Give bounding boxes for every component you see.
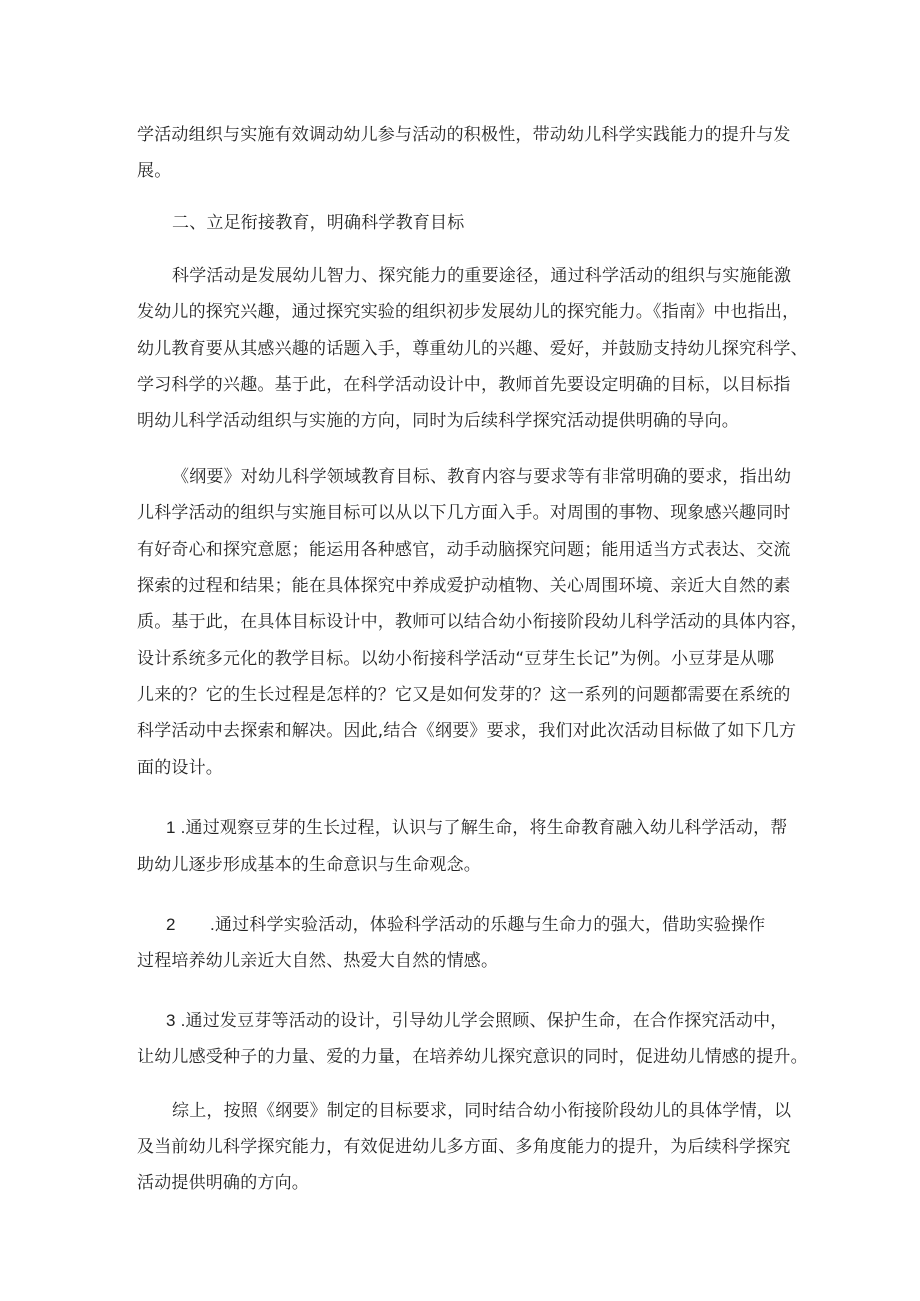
text-line: 儿科学活动的组织与实施目标可以从以下几方面入手。对周围的事物、现象感兴趣同时: [137, 503, 791, 523]
list-item-2: 2 .通过科学实验活动，体验科学活动的乐趣与生命力的强大，借助实验操作: [166, 915, 766, 934]
text-line: 让幼儿感受种子的力量、爱的力量，在培养幼儿探究意识的同时，促进幼儿情感的提升。: [137, 1047, 808, 1067]
text-line: 科学活动是发展幼儿智力、探究能力的重要途径，通过科学活动的组织与实施能激: [172, 266, 792, 286]
list-item-3: 3 .通过发豆芽等活动的设计，引导幼儿学会照顾、保护生命，在合作探究活动中，: [166, 1011, 788, 1030]
text-line: 助幼儿逐步形成基本的生命意识与生命观念。: [137, 855, 481, 875]
text-line: 及当前幼儿科学探究能力，有效促进幼儿多方面、多角度能力的提升，为后续科学探究: [137, 1137, 791, 1157]
text-line: 明幼儿科学活动组织与实施的方向，同时为后续科学探究活动提供明确的导向。: [137, 411, 739, 431]
list-item-1: 1 .通过观察豆芽的生长过程，认识与了解生命，将生命教育融入幼儿科学活动，帮: [166, 818, 788, 837]
text-line: 综上，按照《纲要》制定的目标要求，同时结合幼小衔接阶段幼儿的具体学情，以: [172, 1101, 792, 1121]
text-line: 发幼儿的探究兴趣，通过探究实验的组织初步发展幼儿的探究能力。《指南》中也指出，: [137, 302, 800, 322]
text-line: 活动提供明确的方向。: [137, 1173, 309, 1193]
text-line: 面的设计。: [137, 758, 223, 778]
text-line: 学活动组织与实施有效调动幼儿参与活动的积极性，带动幼儿科学实践能力的提升与发: [137, 125, 791, 145]
text-line: 质。基于此，在具体目标设计中，教师可以结合幼小衔接阶段幼儿科学活动的具体内容，: [137, 612, 808, 632]
text-line: 幼儿教育要从其感兴趣的话题入手，尊重幼儿的兴趣、爱好，并鼓励支持幼儿探究科学、: [137, 339, 808, 359]
text-line: 《纲要》对幼儿科学领域教育目标、教育内容与要求等有非常明确的要求，指出幼: [172, 467, 792, 487]
text-line: 科学活动中去探索和解决。因此,结合《纲要》要求，我们对此次活动目标做了如下几方: [137, 721, 797, 741]
text-line: 设计系统多元化的教学目标。以幼小衔接科学活动“豆芽生长记”为例。小豆芽是从哪: [137, 649, 775, 669]
text-line: 探索的过程和结果；能在具体探究中养成爱护动植物、关心周围环境、亲近大自然的素: [137, 576, 791, 596]
text-line: 学习科学的兴趣。基于此，在科学活动设计中，教师首先要设定明确的目标，以目标指: [137, 375, 791, 395]
text-line: 过程培养幼儿亲近大自然、热爱大自然的情感。: [137, 951, 499, 971]
text-line: 展。: [137, 161, 172, 181]
text-line: 有好奇心和探究意愿；能运用各种感官，动手动脑探究问题；能用适当方式表达、交流: [137, 540, 791, 560]
text-line: 儿来的？它的生长过程是怎样的？它又是如何发芽的？这一系列的问题都需要在系统的: [137, 685, 791, 705]
section-heading: 二、立足衔接教育，明确科学教育目标: [172, 213, 465, 233]
